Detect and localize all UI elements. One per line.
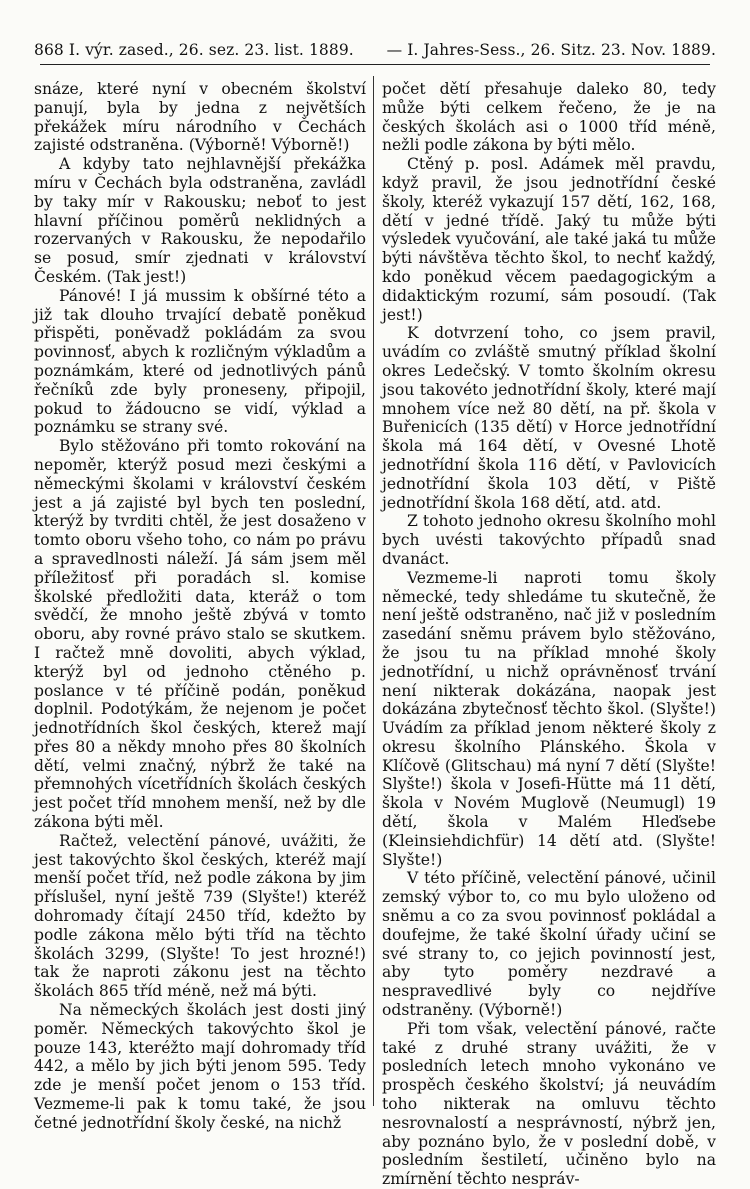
paragraph: Pánové! I já mussim k obšírné této a již tak dlouho trvající debatě poněkud přispěti, poněvadž pokládám za svou povinnosť, abych k rozličným výkladům a poznámkám, které od jednotlivých pánů řečníků zde byly proneseny, připojil, pokud to žádoucno se vidí, výklad a poznámku se strany své. — [34, 286, 366, 437]
paragraph: Z tohoto jednoho okresu školního mohl bych uvésti takovýchto případů snad dvanáct. — [382, 512, 716, 568]
paragraph: Ctěný p. posl. Adámek měl pravdu, když pravil, že jsou jednotřídní české školy, kteréž vykazují 157 dětí, 162, 168, dětí v jedné třídě. Jaký tu může býti výsledek vyučování, ale také jaká tu může býti návštěva těchto škol, to nechť každý, kdo poněkud věcem paedagogickým a didaktickým rozumí, sám posoudí. (Tak jest!) — [382, 155, 716, 324]
column-divider — [373, 76, 374, 1106]
paragraph: V této příčině, velectění pánové, učinil zemský výbor to, co mu bylo uloženo od sněmu a co za svou povinnosť pokládal a doufejme, že také školní úřady učiní se své strany to, co jejich povinností jest, aby tyto poměry nezdravé a nespravedlivé byly co nejdříve odstraněny. (Výborně!) — [382, 869, 716, 1020]
paragraph: Při tom však, velectění pánové, račte také z druhé strany uvážiti, že v posledních letech mnoho vykonáno ve prospěch českého školství; já neuvádím toho nikterak na omluvu těchto nesrovnalostí a nesprávností, nýbrž jen, aby poznáno bylo, že v poslední době, v posledním šestiletí, učiněno bylo na zmírnění těchto nespráv- — [382, 1019, 716, 1189]
paragraph: snáze, které nyní v obecném školství panují, byla by jedna z největších překážek míru národního v Čechách zajisté odstraněna. (Výborně! Výborně!) — [34, 80, 366, 155]
paragraph: počet dětí přesahuje daleko 80, tedy může býti celkem řečeno, že je na českých školách asi o 1000 tříd méně, nežli podle zákona by býti mělo. — [382, 80, 716, 155]
paragraph: A kdyby tato nejhlavnější překážka míru v Čechách byla odstraněna, zavládl by taky mír v Rakousku; neboť to jest hlavní příčinou poměrů neklidných a rozervaných v Rakousku, že nepodařilo se posud, smír zjednati v království Českém. (Tak jest!) — [34, 155, 366, 286]
paragraph: K dotvrzení toho, co jsem pravil, uvádím co zvláště smutný příklad školní okres Ledečský. V tomto školním okresu jsou takovéto jednotřídní školy, které mají mnohem více než 80 dětí, na př. škola v Buřenicích (135 dětí) v Horce jednotřídní škola má 164 dětí, v Ovesné Lhotě jednotřídní škola 116 dětí, v Pavlovicích jednotřídní škola 103 dětí, v Piště jednotřídní škola 168 dětí, atd. atd. — [382, 324, 716, 512]
right-column — [382, 80, 716, 1189]
paragraph: Na německých školách jest dosti jiný poměr. Německých takovýchto škol je pouze 143, kteréžto mají dohromady tříd 442, a mělo by jich býti jenom 595. Tedy zde je menší počet jenom o 153 tříd. Vezmeme-li pak k tomu také, že jsou četné jednotřídní školy české, na nichž — [34, 1001, 366, 1132]
paragraph: Račtež, velectění pánové, uvážiti, že jest takovýchto škol českých, kteréž mají menší počet tříd, než podle zákona by jim příslušel, nyní ještě 739 (Slyšte!) kteréž dohromady čítají 2450 tříd, kdežto by podle zákona mělo býti tříd na těchto školách 3299, (Slyšte! To jest hrozné!) tak že naproti zákonu jest na těchto školách 865 tříd méně, než má býti. — [34, 831, 366, 1001]
header-german: — I. Jahres-Sess., 26. Sitz. 23. Nov. 1889. — [386, 41, 716, 59]
header-rule — [40, 64, 710, 65]
paragraph: Vezmeme-li naproti tomu školy německé, tedy shledáme tu skutečně, že není ještě odstraněno, nač již v posledním zasedání sněmu právem bylo stěžováno, že jsou tu na příklad mnohé školy jednotřídní, u nichž oprávněnosť trvání není nikterak dokázána, naopak jest dokázána zbytečnosť těchto škol. (Slyšte!) Uvádím za příklad jenom některé školy z okresu školního Plánského. Škola v Klíčově (Glitschau) má nyní 7 dětí (Slyšte! Slyšte!) škola v Josefi-Hütte má 11 dětí, škola v Novém Muglově (Neumugl) 19 dětí, škola v Malém Hleďsebe (Kleinsiehdichfür) 14 dětí atd. (Slyšte! Slyšte!) — [382, 568, 716, 869]
left-column — [34, 80, 366, 1132]
paragraph: Bylo stěžováno při tomto rokování na nepoměr, kterýž posud mezi českými a německými školami v království českém jest a já zajisté byl bych ten poslední, kterýž by tvrditi chtěl, že jest dosaženo v tomto oboru všeho toho, co nám po právu a spravedlnosti náleží. Já sám jsem měl příležitosť při poradách sl. komise školské předložiti data, kteráž o tom svědčí, že mnoho ještě zbývá v tomto oboru, aby rovné právo stalo se skutkem. I račtež mně dovoliti, abych výklad, kterýž byl od jednoho ctěného p. poslance v té příčině podán, poněkud doplnil. Podotýkám, že nejenom je počet jednotřídních škol českých, kterež mají přes 80 a někdy mnoho přes 80 školních dětí, velmi značný, nýbrž že také na přemnohých vícetřídních školách českých jest počet tříd mnohem menší, než by dle zákona býti měl. — [34, 437, 366, 832]
page-header — [34, 41, 716, 59]
header-czech: 868 I. výr. zased., 26. sez. 23. list. 1889. — [34, 41, 354, 59]
